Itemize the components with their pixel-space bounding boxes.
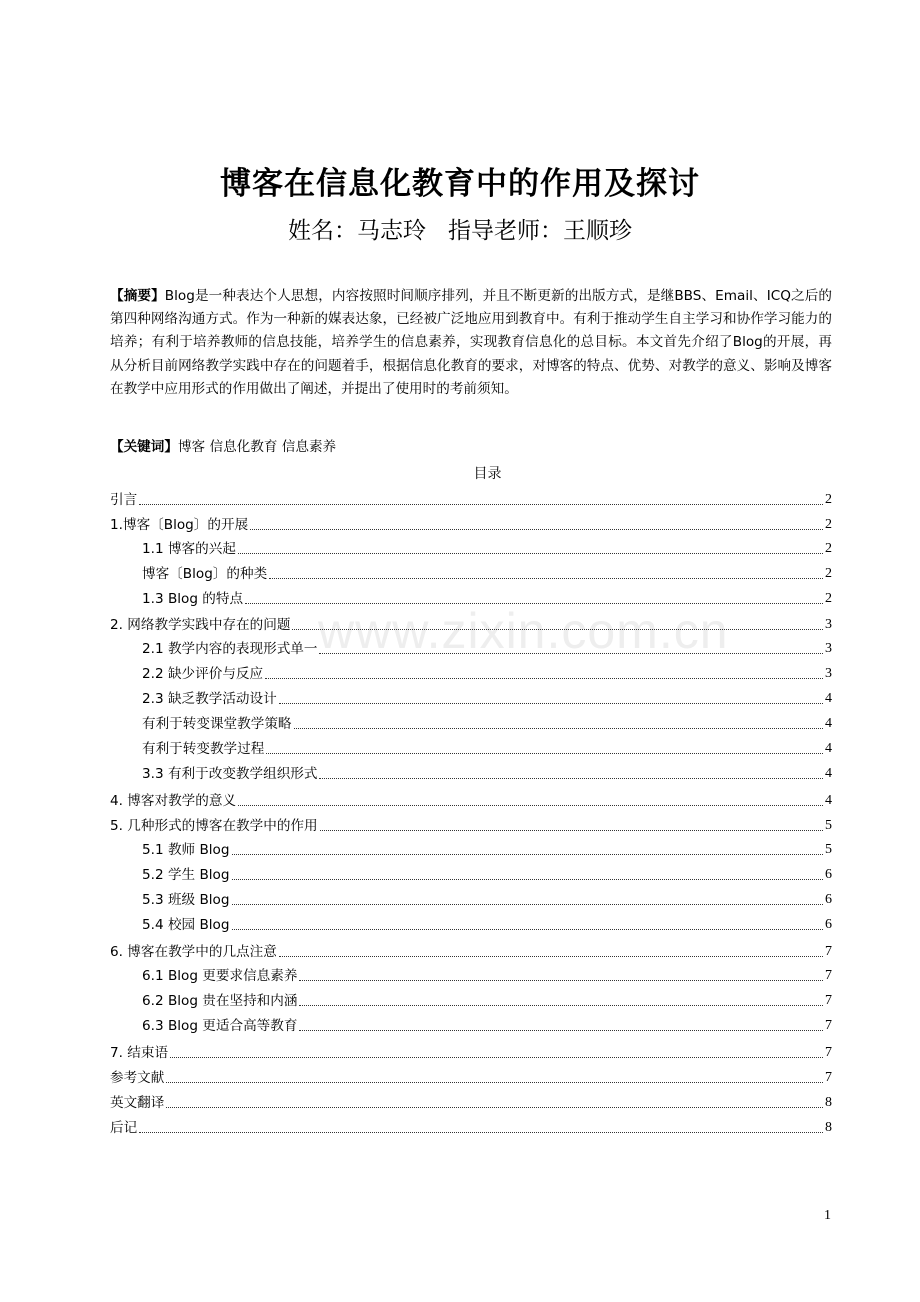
toc-entry-label: 有利于转变教学过程	[142, 741, 265, 757]
toc-leader-dots	[166, 1081, 823, 1083]
toc-leader-dots	[299, 1029, 823, 1031]
toc-entry-label: 引言	[110, 492, 138, 508]
toc-entry[interactable]	[142, 738, 832, 758]
toc-entry[interactable]	[110, 489, 832, 509]
toc-entry-page: 4	[825, 793, 832, 808]
abstract-label: 【摘要】	[110, 288, 165, 304]
toc-entry-label: 2. 网络教学实践中存在的问题	[110, 617, 291, 633]
toc-entry-label: 2.2 缺少评价与反应	[142, 666, 264, 682]
toc-entry-page: 8	[825, 1095, 832, 1110]
toc-entry[interactable]	[142, 1015, 832, 1035]
author-name: 姓名：马志玲	[288, 218, 426, 244]
toc-entry[interactable]	[142, 990, 832, 1010]
toc-entry[interactable]	[110, 790, 832, 810]
toc-entry[interactable]	[110, 1067, 832, 1087]
toc-leader-dots	[238, 804, 823, 806]
toc-leader-dots	[279, 955, 823, 957]
toc-leader-dots	[299, 979, 823, 981]
toc-entry-label: 1.3 Blog 的特点	[142, 591, 244, 607]
toc-entry[interactable]	[142, 889, 832, 909]
toc-entry-label: 3.3 有利于改变教学组织形式	[142, 766, 318, 782]
toc-entry-page: 4	[825, 766, 832, 781]
toc-leader-dots	[294, 727, 823, 729]
toc-leader-dots	[292, 628, 823, 630]
toc-entry-label: 参考文献	[110, 1070, 165, 1086]
toc-entry-page: 6	[825, 892, 832, 907]
toc-entry-page: 7	[825, 993, 832, 1008]
author-line	[0, 214, 920, 248]
toc-entry-label: 6.2 Blog 贵在坚持和内涵	[142, 993, 298, 1009]
toc-entry-label: 2.1 教学内容的表现形式单一	[142, 641, 318, 657]
toc-entry-page: 5	[825, 842, 832, 857]
abstract-text: Blog是一种表达个人思想，内容按照时间顺序排列，并且不断更新的出版方式，是继BBS、Email、ICQ之后的第四种网络沟通方式。作为一种新的媒表达象，已经被广泛地应用到教育中。有利于推动学生自主学习和协作学习能力的培养；有利于培养教师的信息技能，培养学生的信息素养，实现教育信息化的总目标。本文首先介绍了Blog的开展，再从分析目前网络教学实践中存在的问题着手，根据信息化教育的要求，对博客的特点、优势、对教学的意义、影响及博客在教学中应用形式的作用做出了阐述，并提出了使用时的考前须知。	[110, 288, 832, 397]
toc-entry-page: 4	[825, 716, 832, 731]
toc-entry-page: 7	[825, 1018, 832, 1033]
toc-entry-page: 2	[825, 566, 832, 581]
page-number: 1	[824, 1208, 831, 1223]
toc-entry[interactable]	[142, 538, 832, 558]
keywords-text: 博客 信息化教育 信息素养	[177, 439, 337, 455]
toc-entry-page: 2	[825, 591, 832, 606]
advisor-name: 指导老师：王顺珍	[448, 218, 632, 244]
toc-entry[interactable]	[142, 839, 832, 859]
toc-entry-label: 5.2 学生 Blog	[142, 867, 230, 883]
toc-entry[interactable]	[142, 713, 832, 733]
toc-entry[interactable]	[142, 864, 832, 884]
toc-entry-page: 8	[825, 1120, 832, 1135]
toc-entry[interactable]	[142, 965, 832, 985]
toc-leader-dots	[299, 1004, 823, 1006]
toc-entry-label: 英文翻译	[110, 1095, 165, 1111]
toc-entry-page: 6	[825, 867, 832, 882]
toc-entry[interactable]	[110, 1117, 832, 1137]
toc-entry-label: 博客〔Blog〕的种类	[142, 566, 268, 582]
toc-entry-label: 有利于转变课堂教学策略	[142, 716, 292, 732]
toc-leader-dots	[166, 1106, 823, 1108]
toc-leader-dots	[232, 878, 824, 880]
toc-leader-dots	[250, 528, 823, 530]
toc-entry-label: 6. 博客在教学中的几点注意	[110, 944, 277, 960]
toc-leader-dots	[139, 1131, 823, 1133]
toc-entry-page: 3	[825, 666, 832, 681]
toc-entry-page: 2	[825, 492, 832, 507]
toc-entry[interactable]	[142, 663, 832, 683]
toc-leader-dots	[245, 602, 823, 604]
toc-entry-page: 4	[825, 691, 832, 706]
document-title: 博客在信息化教育中的作用及探讨	[220, 166, 700, 202]
toc-entry-page: 3	[825, 641, 832, 656]
keywords-label: 【关键词】	[110, 439, 178, 455]
toc-leader-dots	[266, 752, 823, 754]
toc-entry[interactable]	[110, 815, 832, 835]
toc-entry[interactable]	[142, 588, 832, 608]
watermark-text: www.zixin.com.cn	[318, 603, 729, 659]
toc-entry-label: 6.1 Blog 更要求信息素养	[142, 968, 298, 984]
toc-leader-dots	[139, 503, 823, 505]
toc-entry-page: 5	[825, 818, 832, 833]
toc-entry-label: 2.3 缺乏教学活动设计	[142, 691, 277, 707]
toc-entry-label: 后记	[110, 1120, 138, 1136]
toc-leader-dots	[232, 903, 824, 905]
toc-entry-page: 2	[825, 517, 832, 532]
toc-leader-dots	[320, 829, 823, 831]
abstract-paragraph	[110, 285, 832, 401]
toc-leader-dots	[232, 853, 824, 855]
toc-entry[interactable]	[142, 914, 832, 934]
toc-entry[interactable]	[142, 638, 832, 658]
toc-entry-label: 1.1 博客的兴起	[142, 541, 236, 557]
toc-entry-page: 2	[825, 541, 832, 556]
toc-leader-dots	[265, 677, 823, 679]
toc-leader-dots	[279, 702, 823, 704]
toc-leader-dots	[170, 1056, 823, 1058]
toc-heading: 目录	[473, 466, 502, 482]
toc-entry[interactable]	[110, 941, 832, 961]
toc-entry-page: 7	[825, 944, 832, 959]
toc-entry-label: 5. 几种形式的博客在教学中的作用	[110, 818, 318, 834]
toc-leader-dots	[232, 928, 824, 930]
toc-entry-page: 6	[825, 917, 832, 932]
toc-entry-page: 4	[825, 741, 832, 756]
toc-leader-dots	[319, 652, 823, 654]
toc-entry[interactable]	[110, 614, 832, 634]
toc-entry[interactable]	[110, 514, 832, 534]
toc-entry-label: 7. 结束语	[110, 1045, 169, 1061]
toc-entry-label: 1.博客〔Blog〕的开展	[110, 517, 249, 533]
toc-leader-dots	[319, 777, 823, 779]
keywords-line	[110, 436, 832, 459]
toc-entry-page: 3	[825, 617, 832, 632]
toc-entry-page: 7	[825, 968, 832, 983]
toc-entry[interactable]	[110, 1092, 832, 1112]
toc-entry-label: 6.3 Blog 更适合高等教育	[142, 1018, 298, 1034]
toc-entry-page: 7	[825, 1070, 832, 1085]
toc-entry-label: 5.3 班级 Blog	[142, 892, 230, 908]
toc-entry-page: 7	[825, 1045, 832, 1060]
toc-leader-dots	[238, 552, 823, 554]
toc-entry[interactable]	[142, 763, 832, 783]
toc-entry-label: 4. 博客对教学的意义	[110, 793, 237, 809]
toc-entry-label: 5.1 教师 Blog	[142, 842, 230, 858]
toc-entry[interactable]	[142, 688, 832, 708]
toc-entry-label: 5.4 校园 Blog	[142, 917, 230, 933]
toc-leader-dots	[269, 577, 823, 579]
toc-entry[interactable]	[142, 563, 832, 583]
toc-entry[interactable]	[110, 1042, 832, 1062]
